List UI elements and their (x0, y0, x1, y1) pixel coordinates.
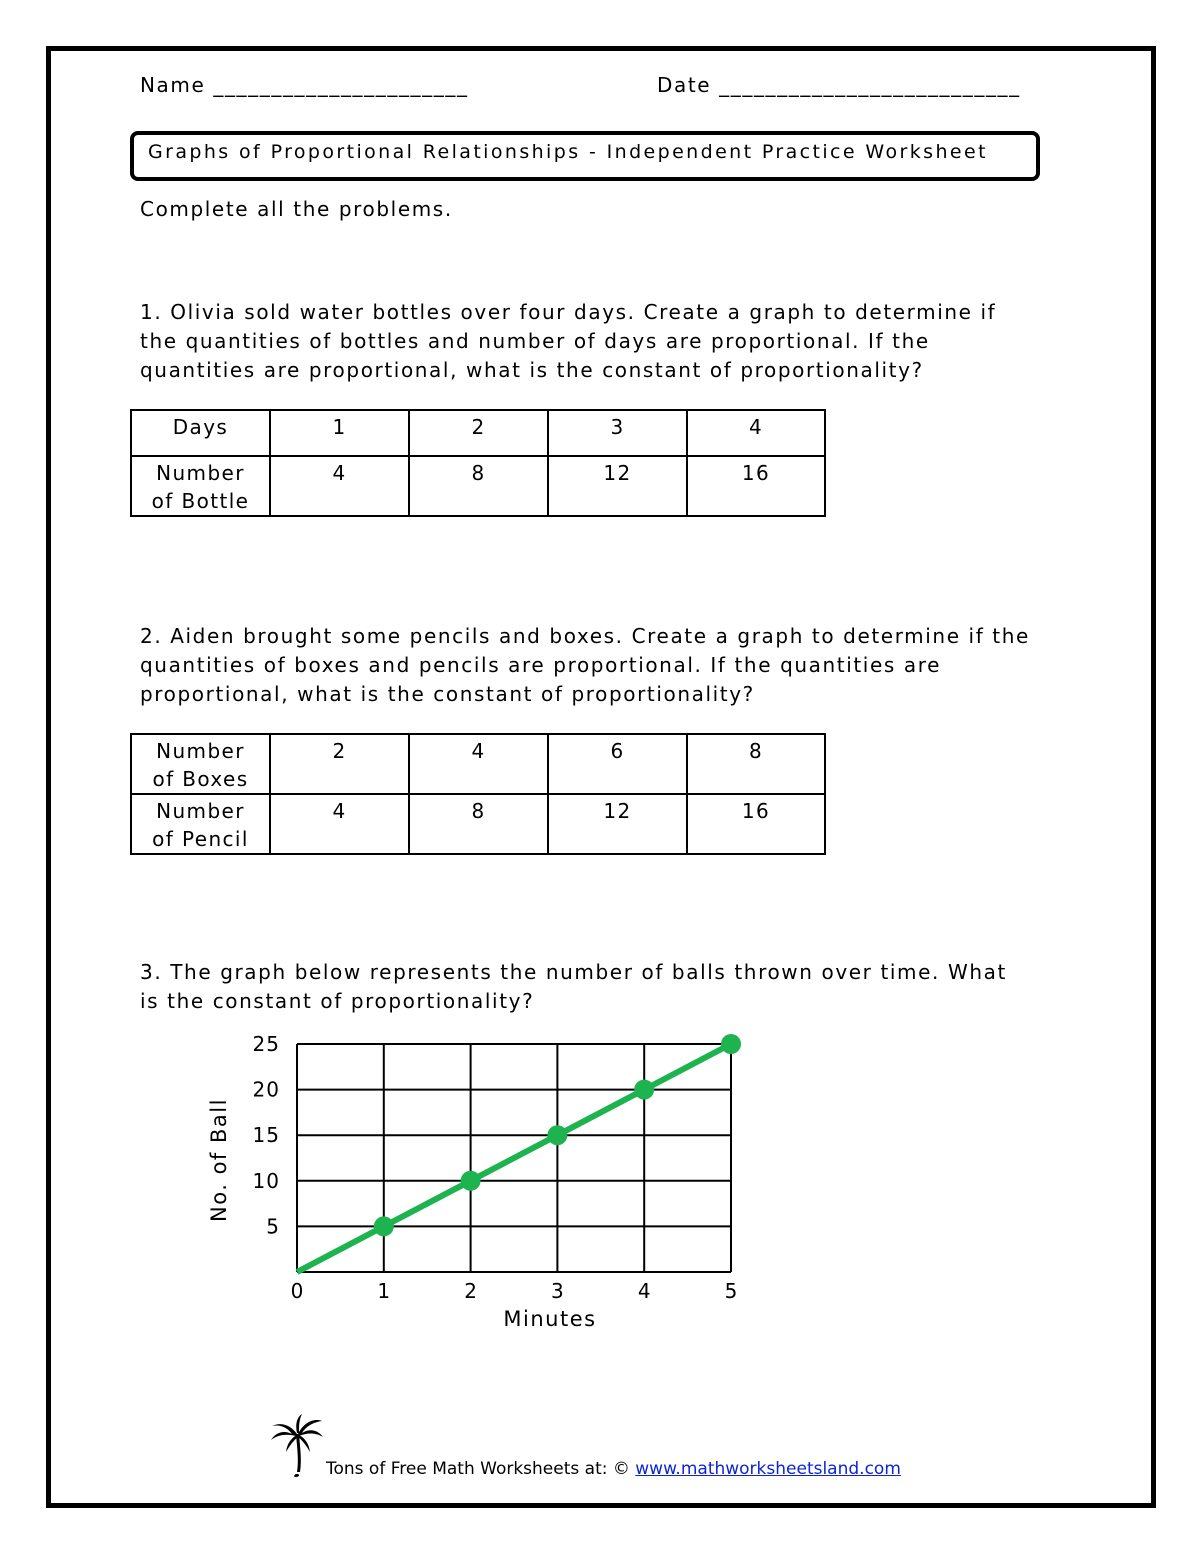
table-cell: 8 (409, 456, 548, 516)
x-tick-label: 2 (464, 1279, 477, 1303)
problem2-line2: quantities of boxes and pencils are proportional. If the quantities are (140, 653, 941, 677)
table-cell: 4 (409, 734, 548, 794)
data-point (547, 1125, 567, 1145)
worksheet-title: Graphs of Proportional Relationships - Independent Practice Worksheet (148, 141, 988, 163)
footer-link[interactable]: www.mathworksheetsland.com (635, 1459, 901, 1479)
x-tick-label: 4 (637, 1279, 651, 1303)
data-point (634, 1080, 654, 1100)
table-cell: 12 (548, 794, 687, 854)
row-header-line: Number (156, 461, 245, 485)
row-header-line: of Bottle (151, 489, 250, 513)
table-cell: 1 (270, 410, 409, 456)
table-cell: 6 (548, 734, 687, 794)
y-tick-label: 15 (252, 1123, 280, 1148)
data-point (374, 1216, 394, 1236)
instructions: Complete all the problems. (140, 197, 453, 221)
x-tick-label: 5 (724, 1279, 738, 1303)
x-tick-label: 3 (551, 1279, 564, 1303)
chart-x-axis-label: Minutes (503, 1307, 597, 1331)
date-field-label: Date __________________________ (657, 73, 1021, 97)
table-cell: 4 (687, 410, 825, 456)
table-cell: 3 (548, 410, 687, 456)
palm-tree-icon (266, 1412, 326, 1478)
table-cell: 4 (270, 794, 409, 854)
x-tick-label: 1 (377, 1279, 391, 1303)
name-field-label: Name ______________________ (140, 73, 469, 97)
series-line (297, 1044, 731, 1272)
chart-x-ticks (291, 1279, 738, 1303)
chart-y-axis-label: No. of Ball (207, 1098, 231, 1222)
row-header-line: Number (156, 799, 245, 823)
problem3-line2: is the constant of proportionality? (140, 989, 535, 1013)
table-cell: 4 (270, 456, 409, 516)
y-tick-label: 20 (252, 1077, 280, 1102)
table-cell: 2 (409, 410, 548, 456)
data-point (461, 1171, 481, 1191)
data-point (721, 1034, 741, 1054)
chart-series (297, 1034, 741, 1272)
row-header-line: of Pencil (152, 827, 249, 851)
table-cell: 2 (270, 734, 409, 794)
problem1-line2: the quantities of bottles and number of days are proportional. If the (140, 329, 930, 353)
table-cell: 8 (409, 794, 548, 854)
footer (326, 1459, 901, 1479)
chart-y-ticks (253, 1032, 280, 1238)
footer-text: Tons of Free Math Worksheets at: © (326, 1459, 636, 1479)
problem3-line1: 3. The graph below represents the number of balls thrown over time. What (140, 960, 1007, 984)
problem1-line3: quantities are proportional, what is the constant of proportionality? (140, 358, 924, 382)
problem2-line3: proportional, what is the constant of proportionality? (140, 682, 755, 706)
table-cell: 16 (687, 456, 825, 516)
table-cell: 12 (548, 456, 687, 516)
table-cell: 8 (687, 734, 825, 794)
row-header-line: of Boxes (152, 767, 249, 791)
y-tick-label: 10 (252, 1168, 280, 1193)
row-header-line: Number (156, 739, 245, 763)
table-cell: 16 (687, 794, 825, 854)
x-tick-label: 0 (290, 1279, 304, 1303)
y-tick-label: 5 (266, 1214, 280, 1239)
row-header: Days (131, 410, 270, 456)
problem2-line1: 2. Aiden brought some pencils and boxes. Create a graph to determine if the (140, 624, 1030, 648)
y-tick-label: 25 (252, 1032, 280, 1056)
problem1-line1: 1. Olivia sold water bottles over four days. Create a graph to determine if (140, 300, 997, 324)
